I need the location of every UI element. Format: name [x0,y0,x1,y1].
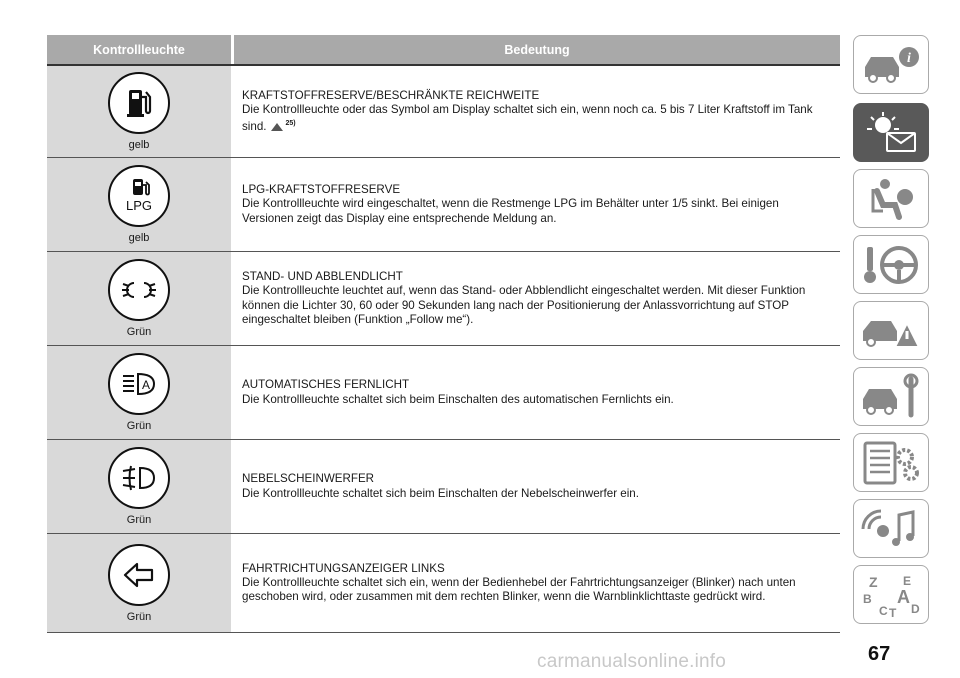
index-letter: D [911,601,920,616]
multimedia-tab[interactable] [853,499,929,558]
meaning-cell [231,158,840,251]
index-letter: B [863,591,872,606]
index-letter: Z [869,573,878,590]
indicator-cell [47,66,231,157]
table-row [47,252,840,346]
maintenance-tab[interactable] [853,367,929,426]
row-description [242,103,830,134]
table-row [47,534,840,633]
row-text: Die Kontrollleuchte schaltet sich ein, wenn der Bedienhebel der Fahrtrichtungsanzeiger (Blinker) nach unten geschoben wird, oder zusammen mit dem rechten Blinker, wenn die Warnblinklichttaste gedrückt wird. [242,575,796,604]
watermark: carmanualsonline.info [537,651,727,672]
meaning-cell [231,534,840,632]
multimedia-music-icon [859,505,923,553]
header-meaning: Bedeutung [231,35,840,64]
indicator-cell [47,158,231,251]
index-letter: A [897,586,910,607]
indicator-color: Grün [126,610,152,623]
table-row [47,346,840,440]
automatic-high-beam-icon [108,353,170,415]
row-title: FAHRTRICHTUNGSANZEIGER LINKS [242,561,445,575]
position-low-beam-lights-icon [108,259,170,321]
meaning-cell [231,346,840,439]
indicator-color: Grün [126,514,152,526]
table-row [47,66,840,158]
row-title: LPG-KRAFTSTOFFRESERVE [242,183,401,197]
row-text: Die Kontrollleuchte schaltet sich beim Einschalten des automatischen Fernlichts ein. [242,392,674,406]
page-number: 67 [868,643,891,665]
indicator-cell [47,252,231,345]
indicator-color: gelb [128,232,150,244]
safety-tab[interactable] [853,169,929,228]
indicator-cell [47,346,231,439]
indicator-cell [47,534,231,632]
svg-text:i: i [907,50,911,66]
auto-label: A [141,378,151,392]
warning-lights-tab[interactable] [853,103,929,162]
car-warning-triangle-icon [859,307,923,355]
row-title: NEBELSCHEINWERFER [242,472,375,486]
table-header [47,35,840,66]
reference-note: 25) [285,120,296,128]
table-row [47,158,840,252]
left-turn-indicator-icon [108,544,170,606]
technical-data-tab[interactable] [853,433,929,492]
lpg-label: LPG [125,198,153,213]
car-info-icon [859,41,923,89]
list-gears-icon [859,439,923,487]
indicator-color: gelb [128,139,150,151]
driving-tab[interactable] [853,235,929,294]
lpg-fuel-icon [108,165,170,227]
meaning-cell [231,66,840,157]
table-row [47,440,840,534]
index-letter: T [889,605,897,619]
car-info-tab[interactable] [853,35,929,94]
meaning-cell [231,440,840,533]
emergency-tab[interactable] [853,301,929,360]
row-title: AUTOMATISCHES FERNLICHT [242,378,410,392]
key-steering-wheel-icon [859,241,923,289]
car-wrench-icon [859,373,923,421]
indicator-color: Grün [126,420,152,432]
index-tab[interactable] [853,565,929,624]
row-text: Die Kontrollleuchte wird eingeschaltet, wenn die Restmenge LPG im Behälter unter 1/5 sinkt. Bei einigen Versionen zeigt das Display eine entsprechende Meldung an. [242,197,779,225]
row-text: Die Kontrollleuchte schaltet sich beim Einschalten der Nebelscheinwerfer ein. [242,486,639,500]
warning-triangle-icon [270,122,284,132]
warning-lights-table [47,35,840,633]
fog-light-icon [108,447,170,509]
header-indicator: Kontrollleuchte [93,42,185,57]
indicator-color: Grün [126,326,152,338]
indicator-cell [47,440,231,533]
warning-light-message-icon [859,109,923,157]
row-text: Die Kontrollleuchte oder das Symbol am Display schaltet sich ein, wenn noch ca. 5 bis 7 Liter Kraftstoff im Tank sind. [242,102,813,134]
index-letter: E [903,573,912,588]
row-title: KRAFTSTOFFRESERVE/BESCHRÄNKTE REICHWEITE [242,88,540,102]
row-title: STAND- UND ABBLENDLICHT [242,269,403,283]
fuel-pump-icon [108,72,170,134]
alphabet-index-icon [859,571,923,619]
meaning-cell [231,252,840,345]
index-letter: C [879,603,888,618]
row-text: Die Kontrollleuchte leuchtet auf, wenn das Stand- oder Abblendlicht eingeschaltet werden. Mit dieser Funktion können die Lichter 30, 60 oder 90 Sekunden lang nach der Positionierung der Anlassvorrichtung auf STOP eingeschaltet bleiben (Funktion „Follow me“). [242,284,806,326]
seat-airbag-icon [859,175,923,223]
